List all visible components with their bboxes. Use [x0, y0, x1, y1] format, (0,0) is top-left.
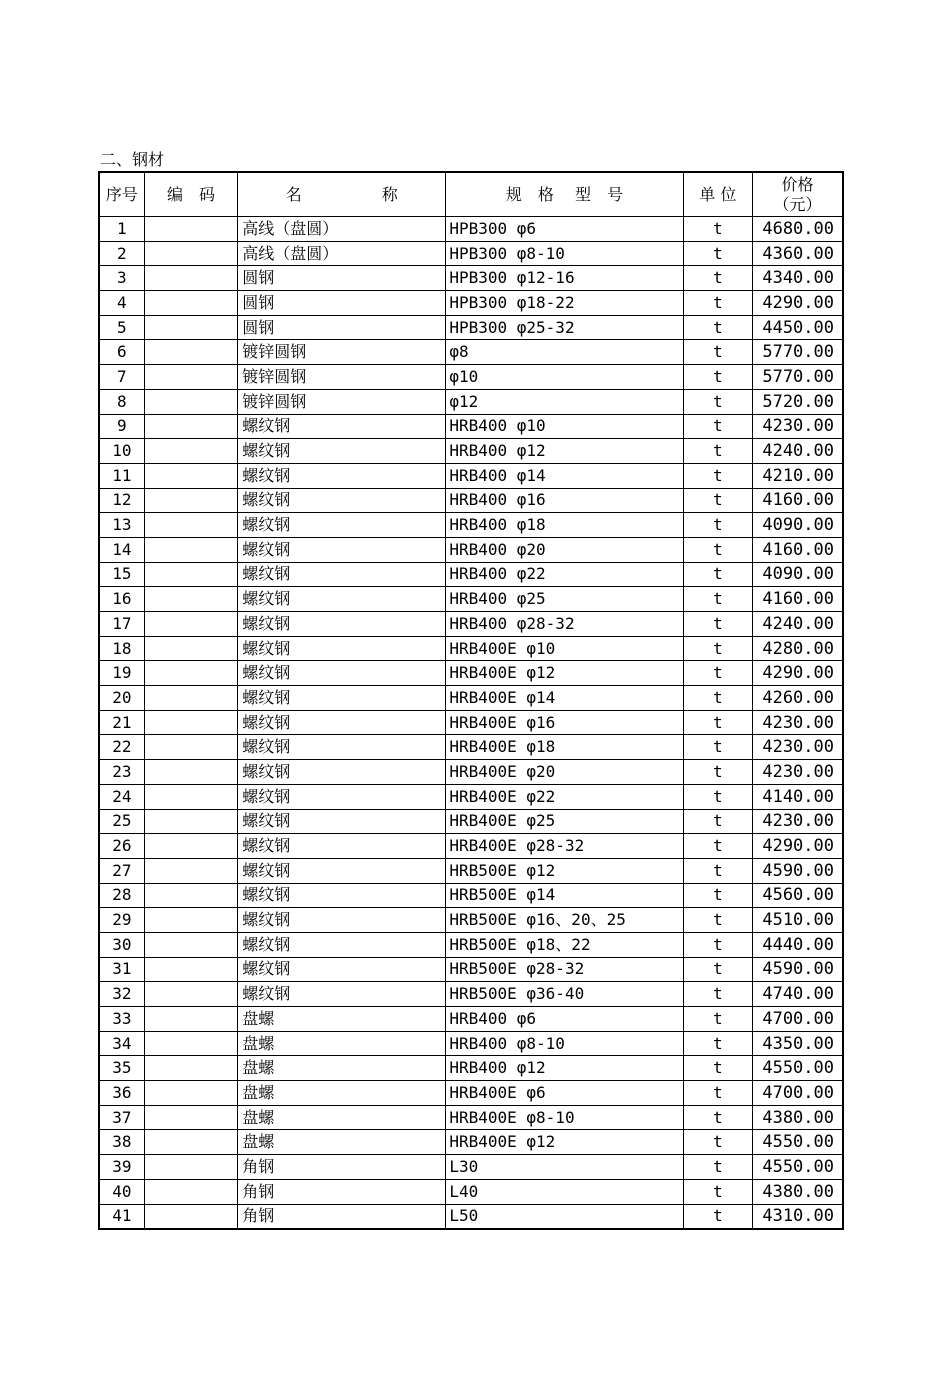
cell-index: 34	[99, 1031, 144, 1056]
table-row	[99, 365, 843, 390]
cell-name: 螺纹钢	[238, 932, 446, 957]
cell-index: 32	[99, 982, 144, 1007]
cell-unit: t	[683, 488, 752, 513]
cell-price: 4230.00	[752, 414, 843, 439]
cell-code	[144, 1179, 238, 1204]
cell-name: 螺纹钢	[238, 587, 446, 612]
cell-price: 4590.00	[752, 957, 843, 982]
cell-name: 螺纹钢	[238, 834, 446, 859]
cell-index: 13	[99, 513, 144, 538]
cell-price: 4230.00	[752, 735, 843, 760]
cell-code	[144, 661, 238, 686]
header-row	[99, 172, 843, 217]
cell-price: 4090.00	[752, 513, 843, 538]
table-row	[99, 858, 843, 883]
cell-code	[144, 1105, 238, 1130]
table-row	[99, 1179, 843, 1204]
cell-unit: t	[683, 686, 752, 711]
cell-index: 14	[99, 537, 144, 562]
cell-name: 螺纹钢	[238, 982, 446, 1007]
cell-spec: φ8	[446, 340, 683, 365]
header-price	[752, 172, 843, 217]
table-body	[99, 217, 843, 1230]
cell-unit: t	[683, 735, 752, 760]
cell-spec: HRB400E φ8-10	[446, 1105, 683, 1130]
cell-code	[144, 389, 238, 414]
cell-index: 25	[99, 809, 144, 834]
table-row	[99, 686, 843, 711]
cell-unit: t	[683, 636, 752, 661]
cell-spec: L40	[446, 1179, 683, 1204]
cell-spec: HRB400E φ20	[446, 760, 683, 785]
cell-code	[144, 883, 238, 908]
cell-unit: t	[683, 414, 752, 439]
table-row	[99, 908, 843, 933]
cell-name: 角钢	[238, 1155, 446, 1180]
cell-spec: HRB500E φ12	[446, 858, 683, 883]
cell-unit: t	[683, 1007, 752, 1032]
cell-unit: t	[683, 1056, 752, 1081]
cell-price: 4550.00	[752, 1056, 843, 1081]
cell-spec: φ12	[446, 389, 683, 414]
cell-price: 4230.00	[752, 760, 843, 785]
cell-unit: t	[683, 784, 752, 809]
table-row	[99, 957, 843, 982]
cell-index: 29	[99, 908, 144, 933]
cell-code	[144, 587, 238, 612]
table-row	[99, 982, 843, 1007]
cell-unit: t	[683, 932, 752, 957]
cell-code	[144, 1155, 238, 1180]
cell-unit: t	[683, 1105, 752, 1130]
cell-spec: HRB500E φ14	[446, 883, 683, 908]
cell-unit: t	[683, 266, 752, 291]
table-row	[99, 1204, 843, 1229]
cell-spec: HRB400E φ10	[446, 636, 683, 661]
cell-unit: t	[683, 957, 752, 982]
cell-unit: t	[683, 463, 752, 488]
cell-code	[144, 1081, 238, 1106]
cell-price: 4210.00	[752, 463, 843, 488]
table-row	[99, 291, 843, 316]
cell-unit: t	[683, 537, 752, 562]
cell-price: 4350.00	[752, 1031, 843, 1056]
cell-unit: t	[683, 291, 752, 316]
cell-index: 6	[99, 340, 144, 365]
cell-price: 4680.00	[752, 217, 843, 242]
cell-price: 4240.00	[752, 612, 843, 637]
cell-index: 26	[99, 834, 144, 859]
cell-price: 5720.00	[752, 389, 843, 414]
cell-index: 20	[99, 686, 144, 711]
cell-index: 24	[99, 784, 144, 809]
cell-price: 4700.00	[752, 1081, 843, 1106]
cell-price: 4360.00	[752, 241, 843, 266]
cell-code	[144, 537, 238, 562]
cell-index: 9	[99, 414, 144, 439]
cell-code	[144, 1031, 238, 1056]
cell-price: 4340.00	[752, 266, 843, 291]
table-row	[99, 612, 843, 637]
header-name: 名 称	[238, 172, 446, 217]
cell-index: 21	[99, 710, 144, 735]
cell-unit: t	[683, 858, 752, 883]
cell-price: 4310.00	[752, 1204, 843, 1229]
cell-price: 4380.00	[752, 1179, 843, 1204]
steel-price-table	[98, 171, 844, 1230]
header-index: 序号	[99, 172, 144, 217]
table-row	[99, 315, 843, 340]
cell-name: 镀锌圆钢	[238, 389, 446, 414]
cell-index: 35	[99, 1056, 144, 1081]
cell-name: 角钢	[238, 1179, 446, 1204]
cell-index: 2	[99, 241, 144, 266]
cell-index: 38	[99, 1130, 144, 1155]
table-row	[99, 1130, 843, 1155]
cell-price: 4590.00	[752, 858, 843, 883]
cell-code	[144, 463, 238, 488]
cell-name: 螺纹钢	[238, 414, 446, 439]
cell-unit: t	[683, 340, 752, 365]
cell-unit: t	[683, 562, 752, 587]
cell-name: 螺纹钢	[238, 439, 446, 464]
table-row	[99, 389, 843, 414]
cell-spec: HRB400 φ14	[446, 463, 683, 488]
cell-spec: HRB400 φ6	[446, 1007, 683, 1032]
table-row	[99, 488, 843, 513]
cell-spec: HPB300 φ18-22	[446, 291, 683, 316]
cell-price: 4290.00	[752, 834, 843, 859]
cell-spec: HPB300 φ6	[446, 217, 683, 242]
cell-code	[144, 1007, 238, 1032]
cell-unit: t	[683, 1081, 752, 1106]
cell-spec: HRB400 φ8-10	[446, 1031, 683, 1056]
cell-name: 螺纹钢	[238, 858, 446, 883]
table-row	[99, 1031, 843, 1056]
cell-price: 4290.00	[752, 661, 843, 686]
cell-spec: HRB400 φ18	[446, 513, 683, 538]
cell-price: 4160.00	[752, 488, 843, 513]
cell-unit: t	[683, 612, 752, 637]
cell-price: 4240.00	[752, 439, 843, 464]
table-row	[99, 809, 843, 834]
table-row	[99, 1081, 843, 1106]
cell-index: 7	[99, 365, 144, 390]
table-row	[99, 217, 843, 242]
cell-unit: t	[683, 587, 752, 612]
cell-index: 16	[99, 587, 144, 612]
cell-name: 螺纹钢	[238, 883, 446, 908]
cell-unit: t	[683, 439, 752, 464]
table-row	[99, 340, 843, 365]
cell-unit: t	[683, 241, 752, 266]
cell-index: 33	[99, 1007, 144, 1032]
cell-price: 4560.00	[752, 883, 843, 908]
cell-name: 角钢	[238, 1204, 446, 1229]
table-row	[99, 241, 843, 266]
table-row	[99, 932, 843, 957]
cell-price: 5770.00	[752, 365, 843, 390]
cell-index: 40	[99, 1179, 144, 1204]
cell-spec: HRB400E φ14	[446, 686, 683, 711]
cell-index: 15	[99, 562, 144, 587]
cell-price: 4700.00	[752, 1007, 843, 1032]
cell-spec: HPB300 φ12-16	[446, 266, 683, 291]
cell-code	[144, 636, 238, 661]
cell-name: 螺纹钢	[238, 735, 446, 760]
cell-index: 19	[99, 661, 144, 686]
table-row	[99, 1105, 843, 1130]
cell-index: 22	[99, 735, 144, 760]
table-row	[99, 266, 843, 291]
cell-price: 4380.00	[752, 1105, 843, 1130]
cell-price: 4450.00	[752, 315, 843, 340]
cell-unit: t	[683, 315, 752, 340]
cell-name: 螺纹钢	[238, 636, 446, 661]
cell-code	[144, 932, 238, 957]
table-row	[99, 562, 843, 587]
cell-spec: HRB400E φ12	[446, 661, 683, 686]
table-row	[99, 537, 843, 562]
cell-code	[144, 760, 238, 785]
cell-spec: HRB400E φ6	[446, 1081, 683, 1106]
cell-price: 4090.00	[752, 562, 843, 587]
cell-code	[144, 686, 238, 711]
table-row	[99, 784, 843, 809]
cell-index: 3	[99, 266, 144, 291]
cell-code	[144, 858, 238, 883]
table-row	[99, 1007, 843, 1032]
table-row	[99, 760, 843, 785]
header-unit: 单 位	[683, 172, 752, 217]
cell-code	[144, 241, 238, 266]
cell-index: 27	[99, 858, 144, 883]
cell-spec: HRB400 φ16	[446, 488, 683, 513]
cell-index: 12	[99, 488, 144, 513]
cell-code	[144, 291, 238, 316]
cell-price: 4290.00	[752, 291, 843, 316]
cell-code	[144, 315, 238, 340]
cell-spec: HRB500E φ36-40	[446, 982, 683, 1007]
cell-price: 4280.00	[752, 636, 843, 661]
cell-spec: HRB500E φ18、22	[446, 932, 683, 957]
cell-code	[144, 710, 238, 735]
cell-unit: t	[683, 809, 752, 834]
cell-index: 18	[99, 636, 144, 661]
table-row	[99, 513, 843, 538]
cell-price: 4140.00	[752, 784, 843, 809]
cell-name: 高线（盘圆）	[238, 241, 446, 266]
cell-name: 盘螺	[238, 1081, 446, 1106]
cell-index: 11	[99, 463, 144, 488]
cell-code	[144, 834, 238, 859]
header-price-line2: （元）	[773, 194, 822, 214]
cell-name: 螺纹钢	[238, 908, 446, 933]
cell-name: 盘螺	[238, 1056, 446, 1081]
cell-price: 4160.00	[752, 587, 843, 612]
table-row	[99, 834, 843, 859]
cell-index: 28	[99, 883, 144, 908]
cell-name: 螺纹钢	[238, 760, 446, 785]
table-row	[99, 710, 843, 735]
cell-code	[144, 340, 238, 365]
table-row	[99, 636, 843, 661]
cell-name: 螺纹钢	[238, 661, 446, 686]
cell-spec: HRB500E φ16、20、25	[446, 908, 683, 933]
cell-code	[144, 562, 238, 587]
cell-index: 36	[99, 1081, 144, 1106]
cell-price: 4160.00	[752, 537, 843, 562]
cell-name: 盘螺	[238, 1007, 446, 1032]
cell-index: 30	[99, 932, 144, 957]
cell-name: 圆钢	[238, 266, 446, 291]
cell-code	[144, 414, 238, 439]
cell-unit: t	[683, 1031, 752, 1056]
cell-index: 4	[99, 291, 144, 316]
cell-code	[144, 365, 238, 390]
cell-unit: t	[683, 883, 752, 908]
cell-price: 4440.00	[752, 932, 843, 957]
cell-name: 螺纹钢	[238, 784, 446, 809]
cell-name: 盘螺	[238, 1105, 446, 1130]
cell-spec: φ10	[446, 365, 683, 390]
cell-price: 4230.00	[752, 809, 843, 834]
table-row	[99, 414, 843, 439]
cell-spec: L30	[446, 1155, 683, 1180]
cell-unit: t	[683, 389, 752, 414]
table-row	[99, 463, 843, 488]
table-row	[99, 883, 843, 908]
cell-spec: HRB400 φ12	[446, 439, 683, 464]
table-row	[99, 1155, 843, 1180]
cell-spec: HRB400E φ12	[446, 1130, 683, 1155]
cell-spec: L50	[446, 1204, 683, 1229]
cell-index: 41	[99, 1204, 144, 1229]
header-spec: 规 格 型 号	[446, 172, 683, 217]
cell-spec: HRB400 φ22	[446, 562, 683, 587]
cell-name: 螺纹钢	[238, 562, 446, 587]
cell-price: 4550.00	[752, 1130, 843, 1155]
cell-code	[144, 735, 238, 760]
header-code: 编 码	[144, 172, 238, 217]
cell-spec: HRB400 φ25	[446, 587, 683, 612]
cell-unit: t	[683, 710, 752, 735]
table-row	[99, 661, 843, 686]
cell-spec: HRB400 φ10	[446, 414, 683, 439]
table-row	[99, 1056, 843, 1081]
cell-code	[144, 488, 238, 513]
cell-unit: t	[683, 661, 752, 686]
cell-index: 8	[99, 389, 144, 414]
cell-name: 螺纹钢	[238, 612, 446, 637]
cell-spec: HRB400E φ16	[446, 710, 683, 735]
cell-spec: HPB300 φ8-10	[446, 241, 683, 266]
cell-code	[144, 439, 238, 464]
cell-name: 螺纹钢	[238, 809, 446, 834]
cell-name: 螺纹钢	[238, 463, 446, 488]
cell-index: 5	[99, 315, 144, 340]
cell-name: 圆钢	[238, 291, 446, 316]
cell-code	[144, 809, 238, 834]
cell-index: 1	[99, 217, 144, 242]
cell-price: 4260.00	[752, 686, 843, 711]
cell-index: 31	[99, 957, 144, 982]
cell-name: 螺纹钢	[238, 513, 446, 538]
cell-name: 螺纹钢	[238, 537, 446, 562]
cell-code	[144, 957, 238, 982]
cell-unit: t	[683, 365, 752, 390]
cell-index: 23	[99, 760, 144, 785]
cell-unit: t	[683, 908, 752, 933]
cell-code	[144, 1204, 238, 1229]
cell-price: 4740.00	[752, 982, 843, 1007]
table-row	[99, 439, 843, 464]
cell-spec: HRB400E φ18	[446, 735, 683, 760]
cell-unit: t	[683, 982, 752, 1007]
section-title: 二、钢材	[100, 150, 165, 169]
cell-unit: t	[683, 760, 752, 785]
cell-name: 高线（盘圆）	[238, 217, 446, 242]
cell-code	[144, 908, 238, 933]
cell-name: 螺纹钢	[238, 488, 446, 513]
cell-spec: HRB400E φ22	[446, 784, 683, 809]
cell-price: 5770.00	[752, 340, 843, 365]
cell-index: 37	[99, 1105, 144, 1130]
cell-name: 螺纹钢	[238, 710, 446, 735]
cell-code	[144, 1056, 238, 1081]
cell-name: 盘螺	[238, 1031, 446, 1056]
table-row	[99, 735, 843, 760]
cell-name: 盘螺	[238, 1130, 446, 1155]
cell-spec: HRB500E φ28-32	[446, 957, 683, 982]
cell-price: 4510.00	[752, 908, 843, 933]
cell-code	[144, 982, 238, 1007]
cell-price: 4230.00	[752, 710, 843, 735]
cell-spec: HRB400E φ28-32	[446, 834, 683, 859]
cell-price: 4550.00	[752, 1155, 843, 1180]
cell-unit: t	[683, 217, 752, 242]
cell-unit: t	[683, 834, 752, 859]
cell-code	[144, 513, 238, 538]
cell-code	[144, 217, 238, 242]
cell-name: 镀锌圆钢	[238, 365, 446, 390]
cell-unit: t	[683, 1179, 752, 1204]
cell-name: 圆钢	[238, 315, 446, 340]
cell-spec: HRB400 φ20	[446, 537, 683, 562]
cell-index: 10	[99, 439, 144, 464]
cell-name: 螺纹钢	[238, 686, 446, 711]
cell-name: 镀锌圆钢	[238, 340, 446, 365]
cell-index: 17	[99, 612, 144, 637]
cell-unit: t	[683, 1130, 752, 1155]
cell-spec: HPB300 φ25-32	[446, 315, 683, 340]
cell-spec: HRB400 φ12	[446, 1056, 683, 1081]
cell-code	[144, 266, 238, 291]
cell-spec: HRB400 φ28-32	[446, 612, 683, 637]
cell-code	[144, 784, 238, 809]
table-row	[99, 587, 843, 612]
cell-code	[144, 612, 238, 637]
cell-index: 39	[99, 1155, 144, 1180]
cell-code	[144, 1130, 238, 1155]
cell-unit: t	[683, 513, 752, 538]
cell-name: 螺纹钢	[238, 957, 446, 982]
cell-unit: t	[683, 1155, 752, 1180]
cell-spec: HRB400E φ25	[446, 809, 683, 834]
header-price-line1: 价格	[781, 174, 814, 194]
cell-unit: t	[683, 1204, 752, 1229]
